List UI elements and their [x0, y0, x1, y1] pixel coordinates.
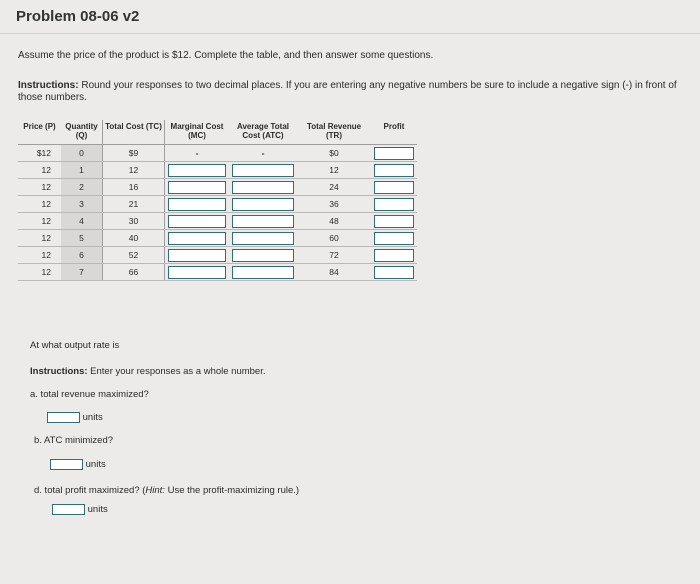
table-row	[18, 230, 417, 247]
answer-d-input[interactable]	[52, 504, 85, 515]
answer-a-units: units	[82, 412, 103, 424]
total-revenue-cell: 60	[297, 230, 371, 247]
marginal-cost-cell	[165, 162, 230, 179]
profit-cell	[371, 247, 417, 264]
table-row	[18, 179, 417, 196]
profit-input[interactable]	[374, 232, 414, 245]
table-row	[18, 247, 417, 264]
cost-table-container	[18, 120, 417, 281]
price-cell: 12	[18, 230, 61, 247]
atc-cell	[229, 213, 297, 230]
total-cost-cell: 66	[103, 264, 165, 281]
question-a: a. total revenue maximized?	[30, 389, 149, 400]
profit-input[interactable]	[374, 249, 414, 262]
questions-instructions-text: Enter your responses as a whole number.	[87, 366, 266, 377]
table-header-row	[18, 120, 417, 145]
instructions-text: Round your responses to two decimal places. If you are entering any negative numbers be sure to include a negative sign (-) in front of those numbers.	[18, 80, 677, 103]
table-row	[18, 264, 417, 281]
questions-prompt: At what output rate is	[30, 340, 120, 351]
atc-input[interactable]	[232, 198, 294, 211]
cost-table	[18, 120, 417, 281]
atc-cell	[229, 196, 297, 213]
profit-cell	[371, 196, 417, 213]
answer-a-row	[47, 412, 103, 423]
total-cost-cell: 21	[103, 196, 165, 213]
marginal-cost-input[interactable]	[168, 181, 226, 194]
marginal-cost-input[interactable]	[168, 266, 226, 279]
questions-instructions-label: Instructions:	[30, 366, 88, 377]
marginal-cost-input[interactable]	[168, 249, 226, 262]
question-d-hint: Hint:	[145, 485, 165, 496]
total-revenue-cell: 72	[297, 247, 371, 264]
quantity-cell: 2	[61, 179, 103, 196]
answer-a-input[interactable]	[47, 412, 80, 423]
profit-cell	[371, 264, 417, 281]
question-d-suffix: Use the profit-maximizing rule.)	[164, 485, 300, 496]
atc-cell	[229, 264, 297, 281]
marginal-cost-input[interactable]	[168, 198, 226, 211]
atc-cell	[229, 179, 297, 196]
price-cell: 12	[18, 264, 61, 281]
table-row	[18, 145, 417, 162]
marginal-cost-input[interactable]	[168, 215, 226, 228]
atc-input[interactable]	[232, 181, 294, 194]
table-row	[18, 162, 417, 179]
questions-instructions	[30, 366, 266, 377]
atc-cell	[229, 230, 297, 247]
profit-input[interactable]	[374, 198, 414, 211]
total-cost-cell: 12	[103, 162, 165, 179]
total-cost-cell: 16	[103, 179, 165, 196]
profit-input[interactable]	[374, 164, 414, 177]
marginal-cost-cell	[165, 196, 230, 213]
total-revenue-cell: 36	[297, 196, 371, 213]
header-total-cost: Total Cost (TC)	[103, 120, 165, 145]
profit-input[interactable]	[374, 215, 414, 228]
mc-dash: -	[195, 148, 199, 158]
atc-cell	[229, 247, 297, 264]
atc-input[interactable]	[232, 164, 294, 177]
atc-input[interactable]	[232, 249, 294, 262]
marginal-cost-cell	[165, 213, 230, 230]
profit-input[interactable]	[374, 181, 414, 194]
total-cost-cell: 40	[103, 230, 165, 247]
total-revenue-cell: 24	[297, 179, 371, 196]
total-revenue-cell: 84	[297, 264, 371, 281]
question-b: b. ATC minimized?	[34, 435, 114, 446]
atc-cell	[229, 145, 297, 162]
quantity-cell: 6	[61, 247, 103, 264]
marginal-cost-input[interactable]	[168, 164, 226, 177]
marginal-cost-cell	[165, 179, 230, 196]
price-cell: 12	[18, 247, 61, 264]
answer-b-row	[50, 459, 106, 470]
instructions-label: Instructions:	[18, 80, 79, 91]
header-price: Price (P)	[18, 120, 61, 145]
answer-d-units: units	[87, 504, 108, 516]
marginal-cost-cell	[165, 230, 230, 247]
quantity-cell: 5	[61, 230, 103, 247]
profit-input[interactable]	[374, 266, 414, 279]
page-title: Problem 08-06 v2	[16, 8, 140, 25]
atc-dash: -	[261, 148, 265, 158]
profit-cell	[371, 213, 417, 230]
profit-cell	[371, 179, 417, 196]
marginal-cost-cell	[165, 247, 230, 264]
total-revenue-cell: 48	[297, 213, 371, 230]
table-row	[18, 213, 417, 230]
instructions-top	[18, 80, 678, 104]
atc-input[interactable]	[232, 266, 294, 279]
header-divider	[0, 33, 700, 34]
atc-cell	[229, 162, 297, 179]
answer-b-input[interactable]	[50, 459, 83, 470]
quantity-cell: 4	[61, 213, 103, 230]
quantity-cell: 1	[61, 162, 103, 179]
marginal-cost-cell	[165, 145, 230, 162]
header-profit: Profit	[371, 120, 417, 145]
header-marginal-cost: Marginal Cost (MC)	[165, 120, 230, 145]
price-cell: 12	[18, 179, 61, 196]
question-d-prefix: d. total profit maximized? (	[34, 485, 146, 496]
price-cell: 12	[18, 213, 61, 230]
quantity-cell: 7	[61, 264, 103, 281]
total-cost-cell: $9	[103, 145, 165, 162]
profit-cell	[371, 145, 417, 162]
profit-cell	[371, 230, 417, 247]
total-cost-cell: 52	[103, 247, 165, 264]
table-row	[18, 196, 417, 213]
price-cell: 12	[18, 196, 61, 213]
answer-d-row	[52, 504, 108, 515]
problem-intro: Assume the price of the product is $12. Complete the table, and then answer some questions.	[18, 50, 434, 61]
quantity-cell: 0	[61, 145, 103, 162]
question-d	[34, 485, 299, 496]
total-cost-cell: 30	[103, 213, 165, 230]
total-revenue-cell: 12	[297, 162, 371, 179]
header-total-revenue: Total Revenue (TR)	[297, 120, 371, 145]
profit-cell	[371, 162, 417, 179]
profit-input[interactable]	[374, 147, 414, 160]
atc-input[interactable]	[232, 232, 294, 245]
total-revenue-cell: $0	[297, 145, 371, 162]
quantity-cell: 3	[61, 196, 103, 213]
marginal-cost-cell	[165, 264, 230, 281]
marginal-cost-input[interactable]	[168, 232, 226, 245]
answer-b-units: units	[85, 459, 106, 471]
atc-input[interactable]	[232, 215, 294, 228]
price-cell: 12	[18, 162, 61, 179]
price-cell: $12	[18, 145, 61, 162]
header-quantity: Quantity (Q)	[61, 120, 103, 145]
header-average-total-cost: Average Total Cost (ATC)	[229, 120, 297, 145]
